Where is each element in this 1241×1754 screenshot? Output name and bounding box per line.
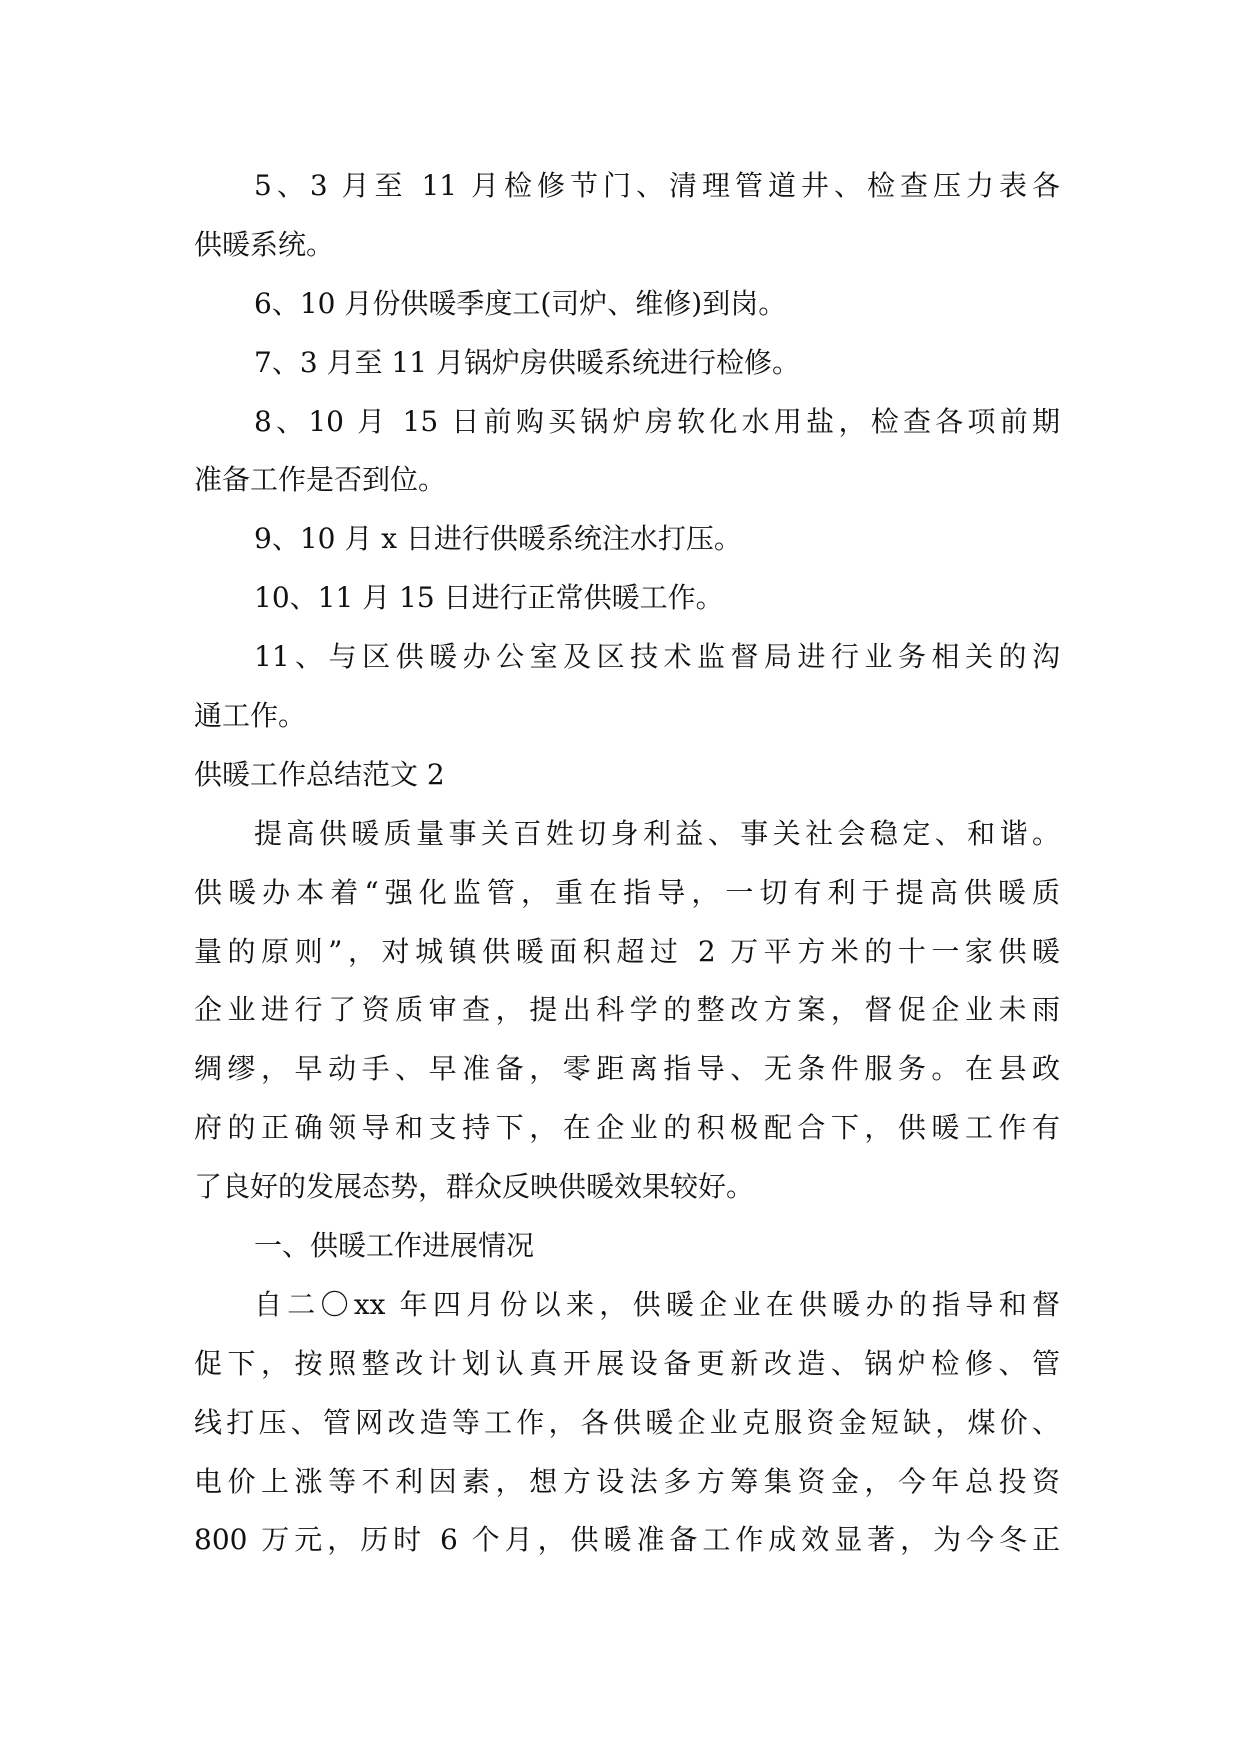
section-heading: [194, 1217, 1060, 1276]
text-line: 促下，按照整改计划认真开展设备更新改造、锅炉检修、管: [194, 1346, 1060, 1380]
list-item: [194, 393, 1060, 511]
text-line: 供暖系统。: [194, 227, 335, 261]
list-item: [194, 569, 1060, 628]
text-line: 9、10 月 x 日进行供暖系统注水打压。: [254, 522, 742, 556]
text-line: 供暖办本着“强化监管，重在指导，一切有利于提高供暖质: [194, 875, 1060, 909]
text-line: 绸缪，早动手、早准备，零距离指导、无条件服务。在县政: [194, 1052, 1060, 1086]
text-line: 自二〇xx 年四月份以来，供暖企业在供暖办的指导和督: [254, 1287, 1060, 1321]
text-line: 11、与区供暖办公室及区技术监督局进行业务相关的沟: [254, 640, 1060, 674]
paragraph: [194, 1276, 1060, 1570]
text-line: 了良好的发展态势，群众反映供暖效果较好。: [194, 1170, 755, 1204]
text-line: 7、3 月至 11 月锅炉房供暖系统进行检修。: [254, 345, 800, 379]
text-line: 通工作。: [194, 699, 307, 733]
text-line: 府的正确领导和支持下，在企业的积极配合下，供暖工作有: [194, 1111, 1060, 1145]
text-line: 量的原则”，对城镇供暖面积超过 2 万平方米的十一家供暖: [194, 934, 1060, 968]
text-line: 5、3 月至 11 月检修节门、清理管道井、检查压力表各: [254, 169, 1060, 202]
document-body: [194, 157, 1060, 1570]
list-item: [194, 334, 1060, 393]
text-line: 电价上涨等不利因素，想方设法多方筹集资金，今年总投资: [194, 1464, 1060, 1498]
text-line: 供暖工作总结范文 2: [194, 757, 445, 791]
text-line: 6、10 月份供暖季度工(司炉、维修)到岗。: [254, 286, 787, 320]
text-line: 线打压、管网改造等工作，各供暖企业克服资金短缺，煤价、: [194, 1405, 1060, 1439]
list-item: [194, 157, 1060, 275]
text-line: 提高供暖质量事关百姓切身利益、事关社会稳定、和谐。: [254, 816, 1060, 850]
text-line: 800 万元，历时 6 个月，供暖准备工作成效显著，为今冬正: [194, 1523, 1060, 1557]
list-item: [194, 275, 1060, 334]
text-line: 8、10 月 15 日前购买锅炉房软化水用盐，检查各项前期: [254, 404, 1060, 438]
text-line: 一、供暖工作进展情况: [254, 1229, 535, 1263]
paragraph: [194, 805, 1060, 1217]
text-line: 企业进行了资质审查，提出科学的整改方案，督促企业未雨: [194, 993, 1060, 1027]
section-title: [194, 746, 1060, 805]
list-item: [194, 628, 1060, 746]
text-line: 10、11 月 15 日进行正常供暖工作。: [254, 581, 724, 615]
list-item: [194, 510, 1060, 569]
text-line: 准备工作是否到位。: [194, 463, 447, 497]
